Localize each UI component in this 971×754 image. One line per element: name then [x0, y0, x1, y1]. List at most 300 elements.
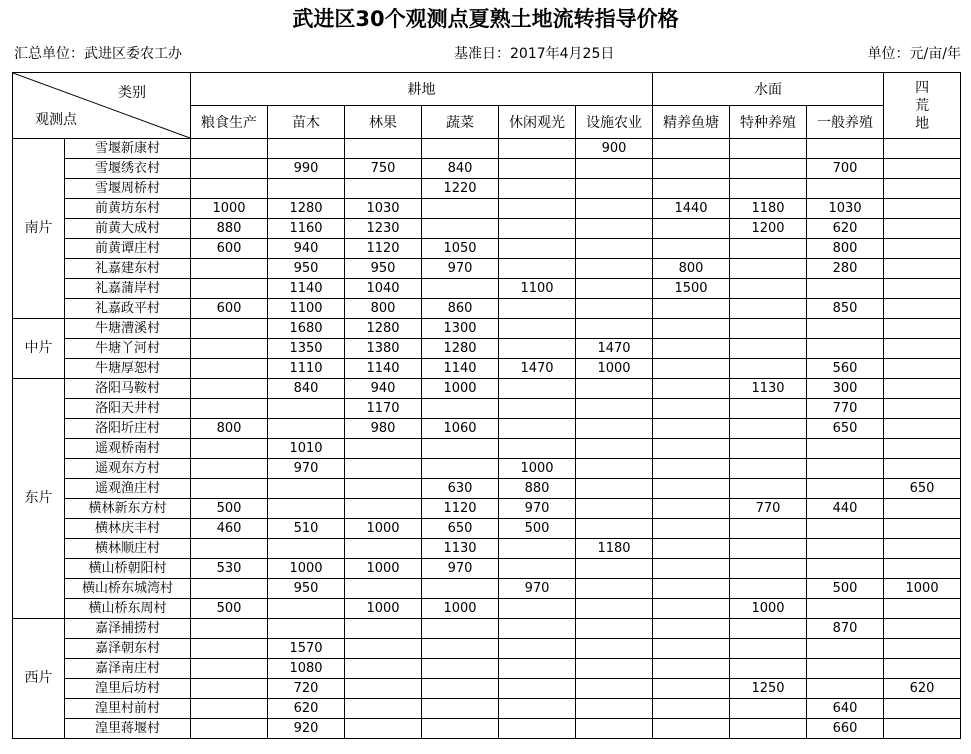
price-cell: 630	[422, 479, 499, 499]
price-cell	[499, 159, 576, 179]
price-cell: 650	[807, 419, 884, 439]
village-cell: 湟里蒋堰村	[65, 719, 191, 739]
price-cell: 1500	[653, 279, 730, 299]
price-cell: 1380	[345, 339, 422, 359]
price-cell: 850	[807, 299, 884, 319]
table-row	[13, 719, 961, 739]
price-cell: 970	[499, 579, 576, 599]
price-cell	[884, 359, 961, 379]
table-row	[13, 639, 961, 659]
price-cell	[576, 519, 653, 539]
price-cell: 1000	[345, 559, 422, 579]
price-cell: 970	[422, 559, 499, 579]
header-water: 水面	[653, 73, 884, 106]
price-cell	[191, 479, 268, 499]
price-cell: 1230	[345, 219, 422, 239]
village-cell: 洛阳马鞍村	[65, 379, 191, 399]
village-cell: 湟里后坊村	[65, 679, 191, 699]
price-cell: 940	[268, 239, 345, 259]
price-cell	[576, 659, 653, 679]
price-cell	[884, 499, 961, 519]
price-cell	[499, 619, 576, 639]
village-cell: 前黄坊东村	[65, 199, 191, 219]
price-cell	[884, 139, 961, 159]
price-cell	[807, 639, 884, 659]
price-cell: 720	[268, 679, 345, 699]
price-cell: 1280	[422, 339, 499, 359]
price-cell	[576, 399, 653, 419]
price-cell	[884, 239, 961, 259]
price-cell	[884, 699, 961, 719]
price-cell	[191, 619, 268, 639]
price-cell: 970	[422, 259, 499, 279]
price-cell	[807, 139, 884, 159]
price-cell	[576, 319, 653, 339]
price-cell	[191, 719, 268, 739]
summary-unit: 汇总单位：武进区委农工办	[14, 46, 182, 62]
price-cell	[807, 659, 884, 679]
price-cell: 500	[191, 499, 268, 519]
village-cell: 横林顺庄村	[65, 539, 191, 559]
table-row	[13, 279, 961, 299]
village-cell: 礼嘉建东村	[65, 259, 191, 279]
col-header: 精养鱼塘	[653, 106, 730, 139]
price-cell	[345, 579, 422, 599]
table-row	[13, 339, 961, 359]
price-cell	[499, 379, 576, 399]
price-cell: 600	[191, 299, 268, 319]
village-cell: 牛塘漕溪村	[65, 319, 191, 339]
price-cell	[422, 199, 499, 219]
table-row	[13, 579, 961, 599]
table-row	[13, 399, 961, 419]
price-cell	[884, 159, 961, 179]
price-cell	[884, 199, 961, 219]
village-cell: 遥观东方村	[65, 459, 191, 479]
price-cell	[499, 399, 576, 419]
table-row	[13, 259, 961, 279]
price-cell	[576, 559, 653, 579]
price-cell	[730, 539, 807, 559]
price-cell	[268, 179, 345, 199]
price-cell	[268, 619, 345, 639]
table-body	[13, 139, 961, 739]
price-cell	[730, 359, 807, 379]
village-cell: 横林新东方村	[65, 499, 191, 519]
price-cell	[345, 639, 422, 659]
price-cell: 800	[345, 299, 422, 319]
village-cell: 横山桥东城湾村	[65, 579, 191, 599]
price-cell: 1180	[576, 539, 653, 559]
price-cell	[499, 239, 576, 259]
price-cell	[730, 179, 807, 199]
price-cell	[807, 319, 884, 339]
price-cell	[807, 519, 884, 539]
price-cell: 500	[807, 579, 884, 599]
price-cell: 1300	[422, 319, 499, 339]
price-cell	[499, 539, 576, 559]
price-cell	[499, 139, 576, 159]
price-cell	[730, 159, 807, 179]
price-cell	[807, 599, 884, 619]
price-cell	[422, 659, 499, 679]
price-cell	[730, 699, 807, 719]
price-cell	[345, 459, 422, 479]
price-cell: 650	[422, 519, 499, 539]
header-category: 类别	[118, 85, 146, 101]
price-cell	[191, 679, 268, 699]
price-cell	[576, 439, 653, 459]
price-cell: 1100	[268, 299, 345, 319]
price-cell	[730, 479, 807, 499]
price-cell	[422, 619, 499, 639]
village-cell: 雪堰绣衣村	[65, 159, 191, 179]
price-cell: 770	[807, 399, 884, 419]
price-cell	[268, 399, 345, 419]
price-cell	[191, 439, 268, 459]
price-cell	[884, 459, 961, 479]
price-cell	[884, 379, 961, 399]
price-cell	[653, 419, 730, 439]
price-cell: 1000	[345, 599, 422, 619]
village-cell: 横山桥东周村	[65, 599, 191, 619]
price-cell	[499, 599, 576, 619]
price-cell	[884, 719, 961, 739]
price-cell	[345, 619, 422, 639]
price-cell	[191, 699, 268, 719]
price-cell: 900	[576, 139, 653, 159]
table-row	[13, 699, 961, 719]
price-cell: 1570	[268, 639, 345, 659]
table-row	[13, 599, 961, 619]
price-cell	[807, 479, 884, 499]
price-cell: 530	[191, 559, 268, 579]
price-cell	[576, 179, 653, 199]
price-cell	[422, 579, 499, 599]
col-header: 林果	[345, 106, 422, 139]
price-cell: 880	[191, 219, 268, 239]
table-row	[13, 139, 961, 159]
price-cell: 1160	[268, 219, 345, 239]
price-cell	[268, 479, 345, 499]
price-cell	[653, 719, 730, 739]
price-cell: 510	[268, 519, 345, 539]
price-cell	[730, 139, 807, 159]
price-cell	[653, 359, 730, 379]
price-cell	[499, 199, 576, 219]
price-cell	[730, 319, 807, 339]
price-cell: 840	[422, 159, 499, 179]
price-cell: 620	[884, 679, 961, 699]
price-cell	[730, 339, 807, 359]
price-cell: 980	[345, 419, 422, 439]
table-row	[13, 619, 961, 639]
price-cell	[884, 399, 961, 419]
price-cell	[730, 439, 807, 459]
price-cell	[422, 219, 499, 239]
price-cell	[653, 179, 730, 199]
price-cell: 1120	[422, 499, 499, 519]
price-cell: 1350	[268, 339, 345, 359]
price-cell: 1000	[576, 359, 653, 379]
village-cell: 遥观桥南村	[65, 439, 191, 459]
price-cell: 1140	[268, 279, 345, 299]
price-cell: 920	[268, 719, 345, 739]
price-cell: 1130	[730, 379, 807, 399]
col-header: 粮食生产	[191, 106, 268, 139]
price-cell	[576, 299, 653, 319]
village-cell: 雪堰新康村	[65, 139, 191, 159]
table-row	[13, 219, 961, 239]
price-cell: 950	[268, 579, 345, 599]
price-cell	[345, 439, 422, 459]
price-cell: 1680	[268, 319, 345, 339]
table-row	[13, 299, 961, 319]
price-cell	[191, 359, 268, 379]
price-cell: 970	[268, 459, 345, 479]
price-cell	[884, 539, 961, 559]
price-cell: 1470	[499, 359, 576, 379]
price-cell	[422, 719, 499, 739]
price-cell: 460	[191, 519, 268, 539]
price-cell	[345, 719, 422, 739]
table-row	[13, 179, 961, 199]
price-cell	[653, 319, 730, 339]
price-cell	[730, 619, 807, 639]
header-corner	[13, 73, 191, 139]
price-cell	[422, 639, 499, 659]
price-cell	[807, 339, 884, 359]
price-cell	[884, 419, 961, 439]
price-cell	[884, 519, 961, 539]
price-cell	[499, 719, 576, 739]
price-cell	[191, 659, 268, 679]
table-row	[13, 419, 961, 439]
price-cell: 640	[807, 699, 884, 719]
col-header: 一般养殖	[807, 106, 884, 139]
table-row	[13, 519, 961, 539]
price-cell: 950	[345, 259, 422, 279]
price-cell	[653, 599, 730, 619]
price-cell	[191, 279, 268, 299]
price-cell	[576, 239, 653, 259]
village-cell: 横林庆丰村	[65, 519, 191, 539]
price-cell	[422, 699, 499, 719]
wasteland-char: 荒	[915, 97, 930, 114]
price-cell: 1440	[653, 199, 730, 219]
price-cell: 860	[422, 299, 499, 319]
price-cell	[191, 579, 268, 599]
price-cell: 1280	[345, 319, 422, 339]
price-cell: 1100	[499, 279, 576, 299]
table-row	[13, 539, 961, 559]
price-cell	[653, 379, 730, 399]
price-cell	[884, 599, 961, 619]
village-cell: 前黄谭庄村	[65, 239, 191, 259]
region-cell: 西片	[13, 619, 65, 739]
price-cell	[499, 339, 576, 359]
price-cell: 1000	[730, 599, 807, 619]
price-cell: 970	[499, 499, 576, 519]
price-cell	[653, 559, 730, 579]
price-cell: 500	[499, 519, 576, 539]
price-cell: 1040	[345, 279, 422, 299]
price-cell	[730, 419, 807, 439]
village-cell: 雪堰周桥村	[65, 179, 191, 199]
price-cell	[730, 279, 807, 299]
price-cell	[730, 259, 807, 279]
village-cell: 牛塘厚恕村	[65, 359, 191, 379]
price-cell	[268, 599, 345, 619]
price-cell	[191, 399, 268, 419]
price-cell	[345, 679, 422, 699]
price-cell	[191, 159, 268, 179]
price-cell	[653, 479, 730, 499]
price-cell	[499, 639, 576, 659]
price-cell	[653, 339, 730, 359]
col-header: 苗木	[268, 106, 345, 139]
table-row	[13, 459, 961, 479]
price-cell: 1170	[345, 399, 422, 419]
price-cell	[653, 619, 730, 639]
price-cell	[653, 679, 730, 699]
base-date: 基准日：2017年4月25日	[454, 46, 615, 62]
price-cell	[653, 699, 730, 719]
wasteland-char: 四	[915, 79, 930, 96]
price-cell	[499, 439, 576, 459]
village-cell: 嘉泽捕捞村	[65, 619, 191, 639]
region-cell: 中片	[13, 319, 65, 379]
price-cell	[884, 619, 961, 639]
col-header: 休闲观光	[499, 106, 576, 139]
price-cell	[653, 439, 730, 459]
price-cell	[268, 419, 345, 439]
price-cell: 1120	[345, 239, 422, 259]
table-row	[13, 319, 961, 339]
price-cell	[576, 619, 653, 639]
price-cell	[807, 559, 884, 579]
table-row	[13, 359, 961, 379]
price-cell	[653, 459, 730, 479]
price-cell: 1010	[268, 439, 345, 459]
table-row	[13, 479, 961, 499]
header-farmland: 耕地	[191, 73, 653, 106]
price-cell: 620	[268, 699, 345, 719]
wasteland-char: 地	[915, 115, 930, 132]
price-cell	[345, 499, 422, 519]
price-cell	[268, 539, 345, 559]
price-cell	[422, 459, 499, 479]
price-cell: 700	[807, 159, 884, 179]
price-cell	[499, 259, 576, 279]
price-table	[12, 72, 961, 739]
price-cell	[191, 179, 268, 199]
price-cell: 1200	[730, 219, 807, 239]
village-cell: 洛阳天井村	[65, 399, 191, 419]
price-cell: 950	[268, 259, 345, 279]
price-cell	[884, 179, 961, 199]
price-cell	[884, 299, 961, 319]
price-cell: 650	[884, 479, 961, 499]
price-cell: 880	[499, 479, 576, 499]
price-cell	[576, 719, 653, 739]
price-cell: 800	[807, 239, 884, 259]
price-cell: 800	[653, 259, 730, 279]
price-cell: 1000	[422, 379, 499, 399]
price-cell	[191, 339, 268, 359]
price-cell: 1000	[499, 459, 576, 479]
price-cell: 300	[807, 379, 884, 399]
price-cell: 280	[807, 259, 884, 279]
price-cell	[807, 179, 884, 199]
price-cell: 620	[807, 219, 884, 239]
price-cell	[191, 259, 268, 279]
price-cell: 600	[191, 239, 268, 259]
table-row	[13, 679, 961, 699]
price-cell	[730, 659, 807, 679]
price-cell	[422, 399, 499, 419]
col-header: 蔬菜	[422, 106, 499, 139]
price-cell: 1130	[422, 539, 499, 559]
price-cell	[576, 699, 653, 719]
price-cell	[191, 459, 268, 479]
table-row	[13, 199, 961, 219]
price-cell	[807, 459, 884, 479]
price-cell	[345, 659, 422, 679]
price-cell: 770	[730, 499, 807, 519]
price-cell	[576, 219, 653, 239]
price-cell: 1050	[422, 239, 499, 259]
price-cell	[499, 699, 576, 719]
price-cell: 1000	[884, 579, 961, 599]
price-cell: 1470	[576, 339, 653, 359]
price-cell	[576, 679, 653, 699]
price-cell	[345, 139, 422, 159]
price-cell: 1060	[422, 419, 499, 439]
village-cell: 前黄大成村	[65, 219, 191, 239]
table-row	[13, 379, 961, 399]
price-cell	[653, 659, 730, 679]
price-cell	[576, 419, 653, 439]
price-cell	[653, 299, 730, 319]
price-cell: 750	[345, 159, 422, 179]
price-cell	[884, 659, 961, 679]
price-cell	[191, 319, 268, 339]
price-cell	[499, 299, 576, 319]
price-cell	[653, 519, 730, 539]
price-cell	[422, 439, 499, 459]
price-cell: 1180	[730, 199, 807, 219]
price-cell	[268, 499, 345, 519]
village-cell: 嘉泽朝东村	[65, 639, 191, 659]
price-cell	[807, 679, 884, 699]
price-cell	[730, 519, 807, 539]
table-row	[13, 499, 961, 519]
price-cell: 1250	[730, 679, 807, 699]
price-cell	[499, 179, 576, 199]
price-cell	[884, 339, 961, 359]
price-cell	[191, 139, 268, 159]
table-row	[13, 239, 961, 259]
price-cell	[884, 319, 961, 339]
price-cell: 1030	[807, 199, 884, 219]
price-cell: 1080	[268, 659, 345, 679]
price-cell	[653, 239, 730, 259]
price-cell	[730, 299, 807, 319]
price-cell: 800	[191, 419, 268, 439]
price-cell	[576, 499, 653, 519]
price-cell	[499, 659, 576, 679]
